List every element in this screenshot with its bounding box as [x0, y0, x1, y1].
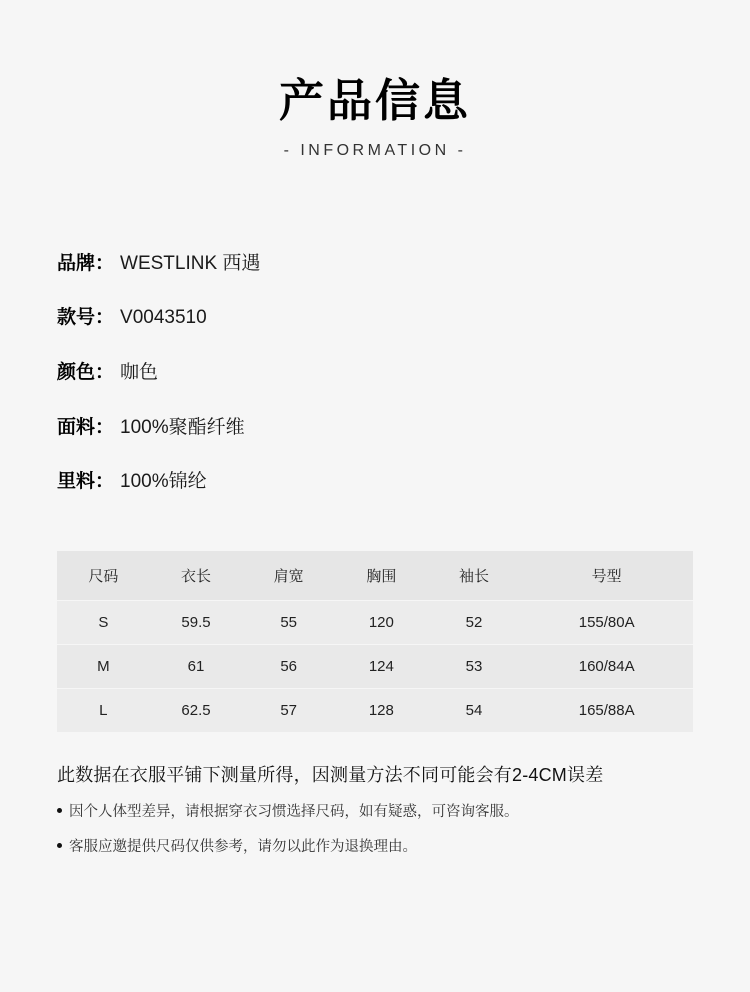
spec-value: 100%聚酯纤维 — [120, 416, 245, 438]
note-item-text: 因个人体型差异，请根据穿衣习惯选择尺码，如有疑惑，可咨询客服。 — [69, 803, 519, 820]
page-title: 产品信息 — [278, 75, 471, 126]
cell-length: 59.5 — [150, 600, 243, 644]
size-table — [57, 551, 693, 732]
cell-shoulder: 56 — [242, 644, 335, 688]
cell-sleeve: 54 — [428, 688, 521, 732]
cell-bust: 120 — [335, 600, 428, 644]
size-table-head — [57, 551, 693, 601]
page-header — [0, 0, 750, 160]
notes-section — [0, 762, 750, 859]
spec-row-style-no — [57, 306, 750, 331]
table-row — [57, 644, 693, 688]
cell-spec: 155/80A — [520, 600, 693, 644]
note-item-text: 客服应邀提供尺码仅供参考，请勿以此作为退换理由。 — [69, 838, 417, 855]
column-header-bust: 胸围 — [335, 551, 428, 601]
column-header-size: 尺码 — [57, 551, 150, 601]
bullet-icon — [57, 843, 62, 848]
table-row — [57, 600, 693, 644]
spec-row-brand — [57, 252, 750, 277]
cell-size: S — [57, 600, 150, 644]
spec-label: 颜色： — [57, 361, 115, 383]
size-table-body — [57, 600, 693, 732]
cell-size: L — [57, 688, 150, 732]
spec-value: 100%锦纶 — [120, 471, 207, 493]
column-header-spec: 号型 — [520, 551, 693, 601]
page-subtitle: - INFORMATION - — [283, 141, 467, 159]
spec-row-color — [57, 361, 750, 386]
cell-length: 61 — [150, 644, 243, 688]
cell-shoulder: 57 — [242, 688, 335, 732]
spec-list — [0, 252, 750, 495]
table-header-row — [57, 551, 693, 601]
column-header-sleeve: 袖长 — [428, 551, 521, 601]
spec-label: 面料： — [57, 416, 115, 438]
column-header-length: 衣长 — [150, 551, 243, 601]
note-item — [57, 837, 693, 859]
cell-sleeve: 52 — [428, 600, 521, 644]
cell-bust: 128 — [335, 688, 428, 732]
measurement-note: 此数据在衣服平铺下测量所得，因测量方法不同可能会有2-4CM误差 — [57, 764, 604, 785]
bullet-icon — [57, 808, 62, 813]
table-row — [57, 688, 693, 732]
note-item — [57, 802, 693, 824]
spec-label: 里料： — [57, 471, 115, 493]
spec-label: 款号： — [57, 307, 115, 329]
spec-value: WESTLINK 西遇 — [120, 252, 261, 274]
spec-value: V0043510 — [120, 307, 207, 329]
cell-bust: 124 — [335, 644, 428, 688]
size-table-container — [0, 551, 750, 732]
column-header-shoulder: 肩宽 — [242, 551, 335, 601]
cell-spec: 165/88A — [520, 688, 693, 732]
cell-shoulder: 55 — [242, 600, 335, 644]
cell-sleeve: 53 — [428, 644, 521, 688]
cell-spec: 160/84A — [520, 644, 693, 688]
spec-row-fabric — [57, 416, 750, 441]
spec-label: 品牌： — [57, 252, 115, 274]
spec-row-lining — [57, 470, 750, 495]
spec-value: 咖色 — [120, 361, 159, 383]
cell-size: M — [57, 644, 150, 688]
cell-length: 62.5 — [150, 688, 243, 732]
